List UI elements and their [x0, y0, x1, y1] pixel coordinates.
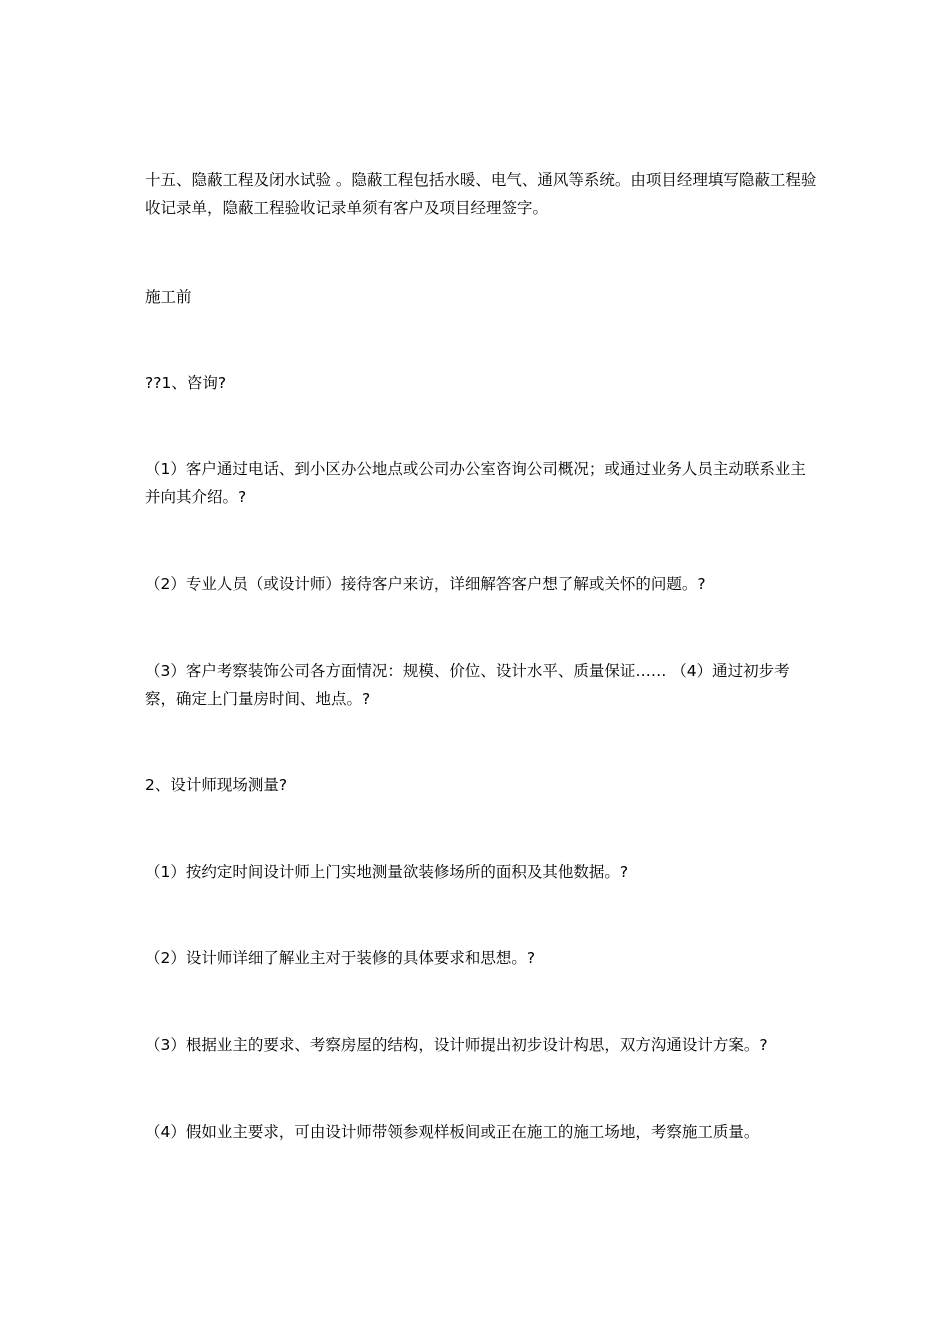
heading-site-measurement: 2、设计师现场测量? [145, 776, 288, 794]
list-item-measure-3: （3）根据业主的要求、考察房屋的结构，设计师提出初步设计构思，双方沟通设计方案。? [145, 1036, 768, 1054]
list-item-consult-3: （3）客户考察装饰公司各方面情况：规模、价位、设计水平、质量保证…… （4）通过初步考察，确定上门量房时间、地点。? [145, 662, 790, 708]
list-item-measure-1: （1）按约定时间设计师上门实地测量欲装修场所的面积及其他数据。? [145, 863, 629, 881]
list-item-measure-2: （2）设计师详细了解业主对于装修的具体要求和思想。? [145, 949, 536, 967]
paragraph-hidden-works: 十五、隐蔽工程及闭水试验 。隐蔽工程包括水暖、电气、通风等系统。由项目经理填写隐蔽工程验收记录单，隐蔽工程验收记录单须有客户及项目经理签字。 [145, 171, 817, 217]
list-item-consult-1: （1）客户通过电话、到小区办公地点或公司办公室咨询公司概况；或通过业务人员主动联系业主并向其介绍。? [145, 460, 806, 506]
list-item-measure-4: （4）假如业主要求，可由设计师带领参观样板间或正在施工的施工场地，考察施工质量。 [145, 1123, 760, 1141]
heading-before-construction: 施工前 [145, 288, 192, 306]
list-item-consult-2: （2）专业人员（或设计师）接待客户来访，详细解答客户想了解或关怀的问题。? [145, 575, 706, 593]
heading-consultation: ??1、咨询? [145, 374, 227, 392]
